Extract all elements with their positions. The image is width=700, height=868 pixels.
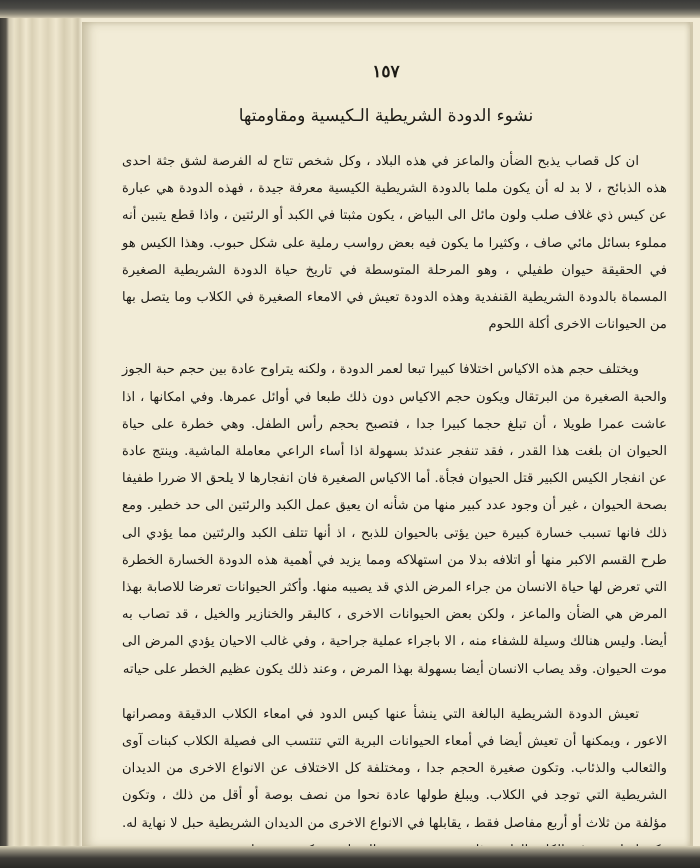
paragraph-2: ويختلف حجم هذه الاكياس اختلافا كبيرا تبعا لعمر الدودة ، ولكنه يتراوح عادة بين حجم حبة الجوز والحبة الصغيرة من البرتقال ويكون حجم الاكياس دون ذلك طبعا في أوائل عمرها. وفي امكانها ، اذا عاشت عمرا طويلا ، أن تبلغ حجما كبيرا جدا ، فتصبح بحجم رأس الطفل. وهي خطرة على حياة الحيوان ان بلغت هذا القدر ، فقد تنفجر عندئذ بسهولة اذا أساء الراعي معاملة الماشية. وينتج عادة عن انفجار الكيس الكبير قتل الحيوان فجأة. أما الاكياس الصغيرة فان انفجارها لا يلحق الا ضررا طفيفا بصحة الحيوان ، غير أن وجود عدد كبير منها من شأنه ان يعيق عمل الكبد والرئتين الى حد خطير. ومع ذلك فانها تسبب خسارة كبيرة حين يؤتى بالحيوان للذبح ، اذ أنها تتلف الكبد والرئتين مما يؤدي الى طرح القسم الاكبر منها أو اتلافه بدلا من استهلاكه ومما يزيد في أهمية هذه الدودة الخسارة الخطرة التي تعرض لها حياة الانسان من جراء المرض الذي قد يصيبه منها. وأكثر الحيوانات تعرضا للاصابة بهذا المرض هي الضأن والماعز ، ولكن بعض الحيوانات الاخرى ، كالبقر والخنازير والخيل ، قد تصاب به أيضا. وليس هنالك وسيلة للشفاء منه ، الا باجراء عملية جراحية ، وفي غالب الاحيان يؤدي المرض الى موت الحيوان. وقد يصاب الانسان أيضا بسهولة بهذا المرض ، وعند ذلك يكون عظيم الخطر على حياته: [122, 362, 667, 677]
body-text: [122, 148, 667, 864]
bottom-shadow-edge: [0, 846, 700, 868]
book-page: [82, 22, 693, 848]
page-number: ١٥٧: [372, 62, 400, 82]
paragraph-3: تعيش الدودة الشريطية البالغة التي ينشأ عنها كيس الدود في امعاء الكلاب الدقيقة ومصرانها الاعور ، ويمكنها أن تعيش أيضا في أمعاء الحيوانات البرية التي تنتسب الى فصيلة الكلاب كبنات آوى والثعالب والذئاب. وتكون صغيرة الحجم جدا ، ومختلفة كل الاختلاف عن الانواع الاخرى من الديدان الشريطية التي توجد في الكلاب. ويبلغ طولها عادة نحوا من نصف بوصة أو أقل من ذلك ، وتكون مؤلفة من ثلاث أو أربع مفاصل فقط ، يقابلها في الانواع الاخرى من الديدان الشريطية حبل لا نهاية له.: [122, 706, 667, 831]
paragraph-1: ان كل قصاب يذبح الضأن والماعز في هذه البلاد ، وكل شخص تتاح له الفرصة لشق جثة احدى هذه الذبائح ، لا بد له أن يكون ملما بالدودة الشريطية الكيسية معرفة جيدة ، فهذه الدودة هي عبارة عن كيس ذي غلاف صلب ولون مائل الى البياض ، يكون مثبتا في الكبد أو الرئتين ، واذا قطع يتبين أنه مملوء بسائل مائي صاف ، وكثيرا ما يكون فيه بعض رواسب رملية على شكل حبوب. وهذا الكيس هو في الحقيقة حيوان طفيلي ، وهو المرحلة المتوسطة في تاريخ حياة الدودة الشريطية الصغيرة المسماة بالدودة الشريطية القنفدية وهذه الدودة تعيش في الامعاء الصغيرة في الكلاب وما يتصل بها من الحيوانات الاخرى أكلة اللحوم: [122, 154, 667, 333]
chapter-title: نشوء الدودة الشريطية الـكيسية ومقاومتها: [238, 106, 534, 126]
top-shadow-edge: [0, 0, 700, 18]
